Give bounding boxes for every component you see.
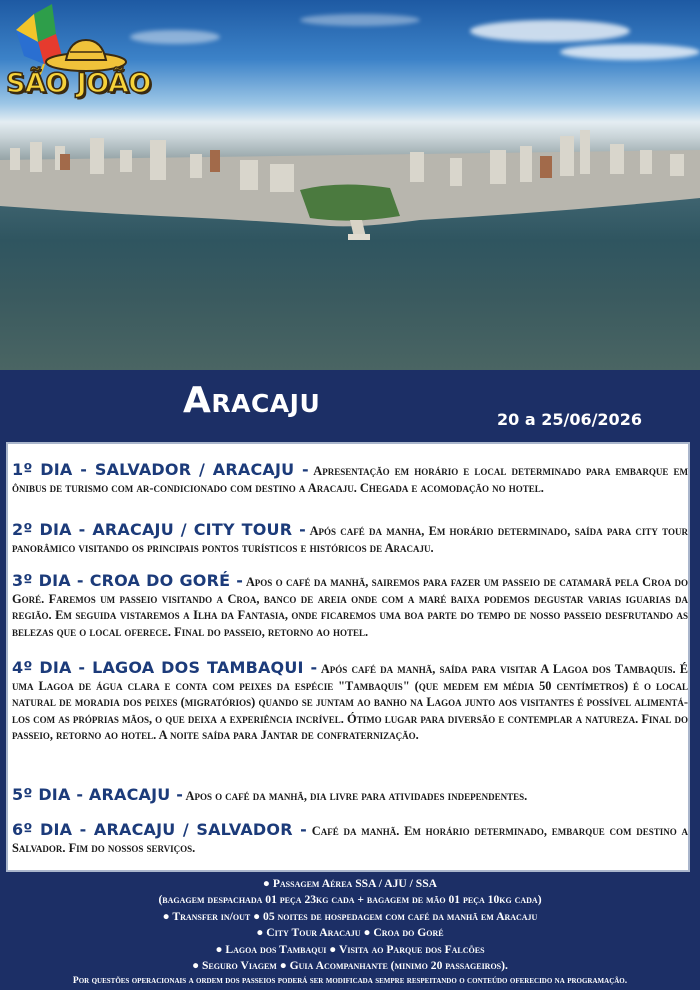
inclusion-line: ● Seguro Viagem ● Guia Acompanhante (minimo 20 passageiros). xyxy=(192,959,508,973)
logo-text: SÃO JOÃO xyxy=(6,68,151,99)
day-title: 5º DIA - ARACAJU - xyxy=(12,785,184,804)
day-title: 6º DIA - ARACAJU / SALVADOR - xyxy=(12,820,308,839)
day-title: 2º DIA - ARACAJU / CITY TOUR - xyxy=(12,520,307,539)
itinerary-day-1 xyxy=(12,462,688,496)
inclusion-line: ● Lagoa dos Tambaqui ● Visita ao Parque dos Falcões xyxy=(215,942,485,956)
city-skyline xyxy=(0,120,700,240)
hero-photo xyxy=(0,0,700,370)
day-title: 1º DIA - SALVADOR / ARACAJU - xyxy=(12,460,309,479)
day-text: Café da manhã. Em horário determinado, embarque com destino a Salvador. Fim do nossos serviços. xyxy=(12,824,688,855)
itinerary-day-4 xyxy=(12,660,688,744)
day-title: 4º DIA - LAGOA DOS TAMBAQUI - xyxy=(12,658,318,677)
day-text: Após café da manhã, saída para visitar A Lagoa dos Tambaquis. É uma Lagoa de água clara e conta com peixes da espécie "Tambaquis" (que medem em média 50 centímetros) é o local natural de moradia dos peixes (migratórios) quando se juntam ao banho na Lagoa junto aos visitantes é possível alimentá-los com as próprias mãos, o que deixa a experiência incrível. Ótimo lugar para diversão e contemplar a natureza. Final do passeio, retorno ao hotel. A noite saída para Jantar de confraternização. xyxy=(12,662,689,743)
title-band xyxy=(0,370,700,440)
inclusion-line: ● Transfer in/out ● 05 noites de hospedagem com café da manhã em Aracaju xyxy=(162,909,538,923)
day-title: 3º DIA - CROA DO GORÉ - xyxy=(12,571,244,590)
itinerary-day-5 xyxy=(12,787,688,805)
day-text: Apos o café da manhã, dia livre para atividades independentes. xyxy=(185,789,528,803)
itinerary-day-3 xyxy=(12,573,688,640)
day-text: Após café da manha, Em horário determinado, saída para city tour panorâmico visitando os principais pontos turísticos e históricos de Aracaju. xyxy=(12,524,689,555)
page-title: Aracaju xyxy=(183,380,321,421)
inclusion-line: (bagagem despachada 01 peça 23kg cada + bagagem de mão 01 peça 10kg cada) xyxy=(158,893,542,907)
itinerary-box xyxy=(6,442,690,872)
itinerary-day-2 xyxy=(12,522,688,556)
disclaimer-note: Por questões operacionais a ordem dos passeios poderá ser modificada sempre respeitando o conteúdo oferecido na programação. xyxy=(72,975,628,987)
inclusion-line: ● Passagem Aérea SSA / AJU / SSA xyxy=(262,877,438,890)
day-text: Apresentação em horário e local determinado para embarque em ônibus de turismo com ar-condicionado com destino a Aracaju. Chegada e acomodação no hotel. xyxy=(12,464,688,495)
inclusion-line: ● City Tour Aracaju ● Croa do Goré xyxy=(256,926,444,940)
inclusions-footer xyxy=(0,876,700,988)
trip-dates: 20 a 25/06/2026 xyxy=(497,410,642,429)
itinerary-day-6 xyxy=(12,822,688,856)
day-text: Apos o café da manhã, sairemos para fazer um passeio de catamarã pela Croa do Goré. Faremos um passeio visitando a Croa, banco de areia onde com a maré baixa podemos degustar varias iguarias da região. Em seguida vistaremos a Ilha da Fantasia, onde ficaremos uma boa parte do tempo de nosso passeio desfrutando as belezas que o local oferece. Final do passeio, retorno ao hotel. xyxy=(12,575,688,639)
